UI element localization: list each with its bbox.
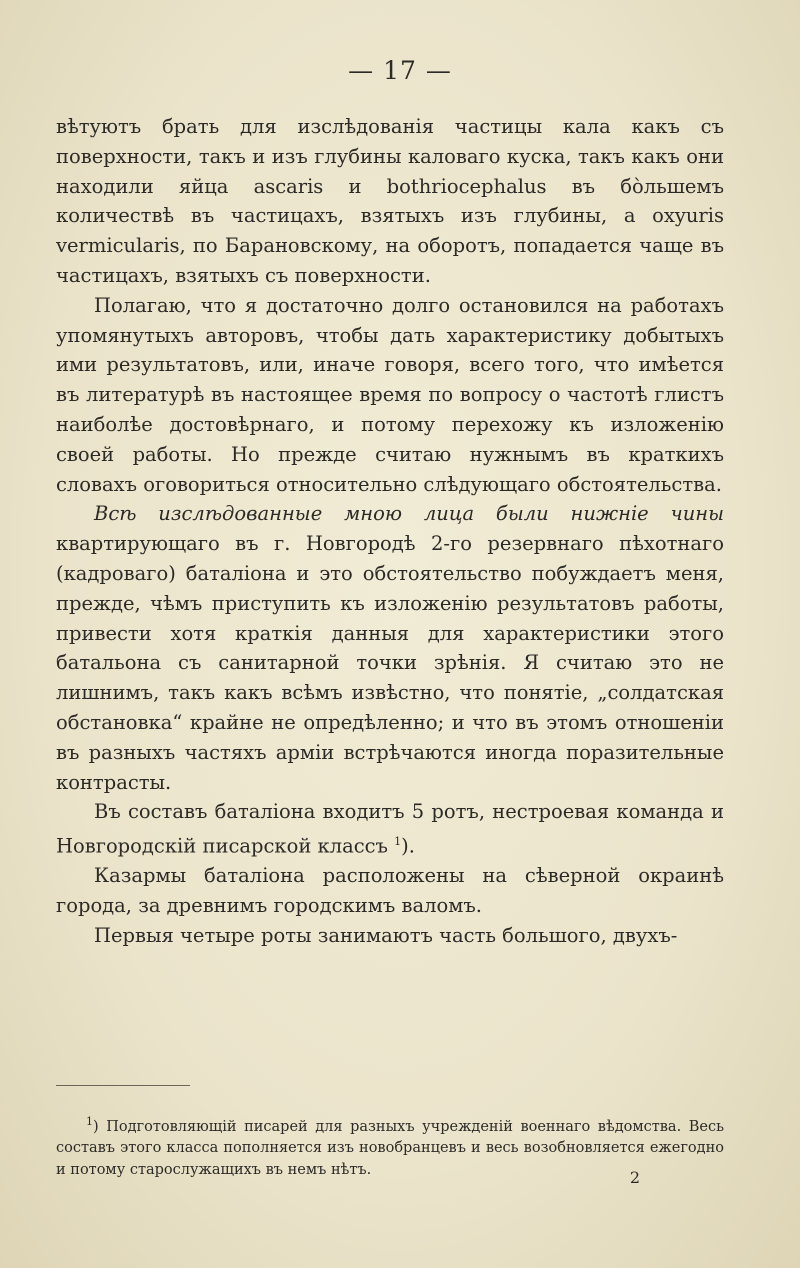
paragraph-2: Полагаю, что я достаточно долго остановился на работахъ упомянутыхъ авторовъ, чтобы дать характеристику добытыхъ ими результатовъ, или, иначе говоря, всего того, что имѣется въ литературѣ въ настоящее время по вопросу о частотѣ глистъ наиболѣе достовѣрнаго, и потому перехожу къ изложенію своей работы. Но прежде считаю нужнымъ въ краткихъ словахъ оговориться относительно слѣдующаго обстоятельства. — [56, 293, 724, 496]
footnote — [56, 1096, 724, 1196]
footnote-divider — [56, 1085, 190, 1086]
footnote-body: ) Подготовляющій писарей для разныхъ учрежденій военнаго вѣдомства. Весь составъ этого класса пополняется изъ новобранцевъ и весь возобновляется ежегодно и потому старослужащихъ въ немъ нѣтъ. — [56, 1118, 724, 1179]
paragraph-4-text: Въ составъ баталіона входитъ 5 ротъ, нестроевая команда и Новгородскій писарской классъ — [56, 800, 724, 858]
paragraph-3 — [56, 499, 724, 797]
paragraph-5: Казармы баталіона расположены на сѣверной окраинѣ города, за древнимъ городскимъ валомъ. — [56, 864, 724, 918]
paragraph-3-rest: квартирующаго въ г. Новгородѣ 2-го резервнаго пѣхотнаго (кадроваго) баталіона и это обстоятельство побуждаетъ меня, прежде, чѣмъ приступить къ изложенію результатовъ работы, привести хотя краткія данныя для характеристики этого батальона съ санитарной точки зрѣнія. Я считаю это не лишнимъ, такъ какъ всѣмъ извѣстно, что понятіе, „солдатская обстановка“ крайне не опредѣленно; и что въ этомъ отношеніи въ разныхъ частяхъ арміи встрѣчаются иногда поразительные контрасты. — [56, 532, 724, 794]
footnote-ref: 1 — [394, 835, 402, 849]
paragraph-4 — [56, 797, 724, 861]
paragraph-3-italic: Всѣ изслѣдованные мною лица были нижніе чины — [94, 502, 724, 526]
footnote-mark: 1 — [86, 1114, 93, 1128]
paragraph-4-end: ). — [401, 834, 415, 858]
paragraph-6: Первыя четыре роты занимаютъ часть большого, двухъ- — [94, 924, 678, 948]
footnote-text — [56, 1111, 724, 1182]
main-text — [56, 112, 724, 951]
paragraph-1: вѣтуютъ брать для изслѣдованія частицы кала какъ съ поверхности, такъ и изъ глубины каловаго куска, такъ какъ они находили яйца ascaris и bothriocephalus въ бо̀льшемъ количествѣ въ частицахъ, взятыхъ изъ глубины, а oxyuris vermicularis, по Барановскому, на оборотъ, попадается чаще въ частицахъ, взятыхъ съ поверхности. — [56, 115, 724, 287]
page-number-header: — 17 — — [348, 56, 452, 85]
signature-mark: 2 — [629, 1168, 640, 1187]
